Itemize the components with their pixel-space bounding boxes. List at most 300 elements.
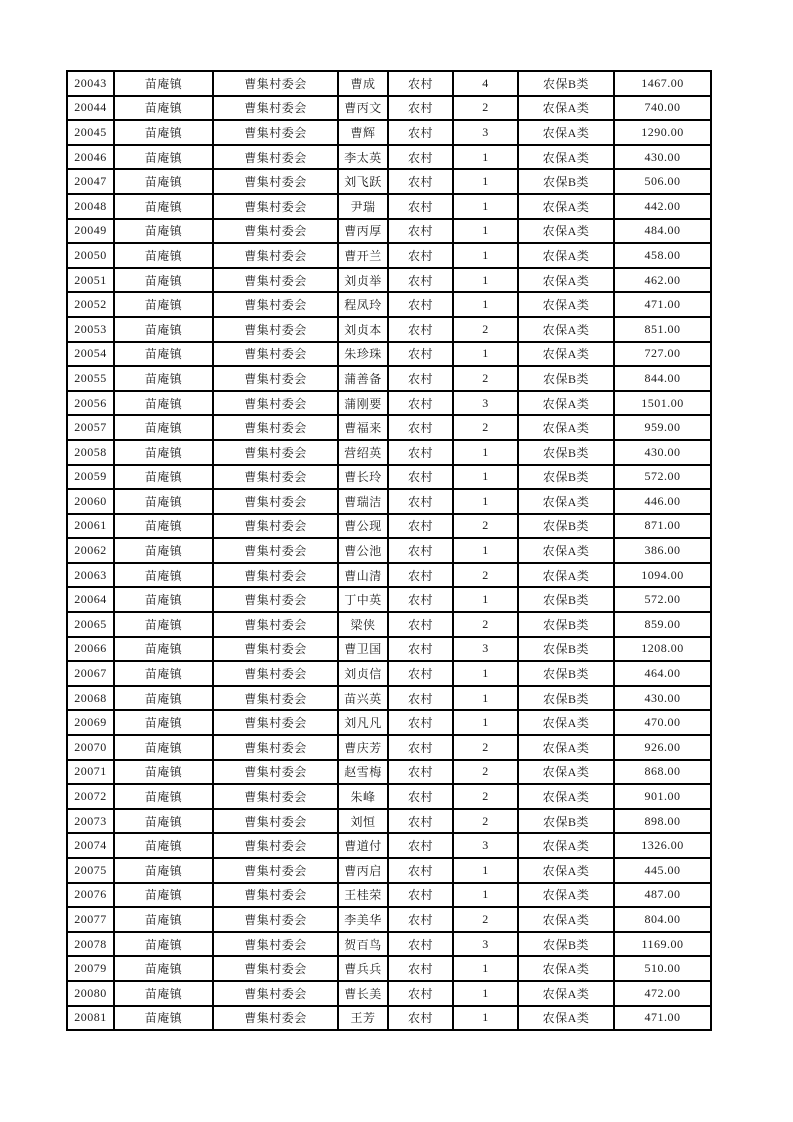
table-row bbox=[67, 661, 711, 686]
cell-household-type: 农村 bbox=[388, 981, 453, 1006]
table-row bbox=[67, 710, 711, 735]
table-row bbox=[67, 440, 711, 465]
cell-insurance-category: 农保A类 bbox=[518, 735, 614, 760]
cell-amount: 442.00 bbox=[614, 194, 711, 219]
cell-town: 苗庵镇 bbox=[114, 760, 213, 785]
cell-amount: 1208.00 bbox=[614, 637, 711, 662]
table-row bbox=[67, 219, 711, 244]
cell-village-committee: 曹集村委会 bbox=[213, 391, 338, 416]
cell-town: 苗庵镇 bbox=[114, 440, 213, 465]
cell-town: 苗庵镇 bbox=[114, 981, 213, 1006]
cell-person-count: 2 bbox=[453, 907, 518, 932]
cell-amount: 1169.00 bbox=[614, 932, 711, 957]
cell-town: 苗庵镇 bbox=[114, 956, 213, 981]
cell-serial-number: 20080 bbox=[67, 981, 114, 1006]
cell-village-committee: 曹集村委会 bbox=[213, 440, 338, 465]
cell-amount: 898.00 bbox=[614, 809, 711, 834]
cell-village-committee: 曹集村委会 bbox=[213, 194, 338, 219]
cell-amount: 510.00 bbox=[614, 956, 711, 981]
cell-person-name: 刘贞信 bbox=[338, 661, 388, 686]
cell-household-type: 农村 bbox=[388, 661, 453, 686]
cell-person-name: 曹长玲 bbox=[338, 465, 388, 490]
cell-village-committee: 曹集村委会 bbox=[213, 637, 338, 662]
cell-serial-number: 20060 bbox=[67, 489, 114, 514]
cell-person-count: 4 bbox=[453, 71, 518, 96]
cell-amount: 959.00 bbox=[614, 415, 711, 440]
cell-town: 苗庵镇 bbox=[114, 120, 213, 145]
cell-village-committee: 曹集村委会 bbox=[213, 342, 338, 367]
cell-person-name: 曹山清 bbox=[338, 563, 388, 588]
cell-village-committee: 曹集村委会 bbox=[213, 760, 338, 785]
cell-person-name: 梁侠 bbox=[338, 612, 388, 637]
cell-village-committee: 曹集村委会 bbox=[213, 71, 338, 96]
cell-town: 苗庵镇 bbox=[114, 243, 213, 268]
cell-person-count: 1 bbox=[453, 465, 518, 490]
cell-amount: 844.00 bbox=[614, 366, 711, 391]
table-row bbox=[67, 784, 711, 809]
cell-insurance-category: 农保B类 bbox=[518, 366, 614, 391]
cell-amount: 1094.00 bbox=[614, 563, 711, 588]
cell-village-committee: 曹集村委会 bbox=[213, 883, 338, 908]
cell-serial-number: 20055 bbox=[67, 366, 114, 391]
cell-household-type: 农村 bbox=[388, 342, 453, 367]
cell-amount: 506.00 bbox=[614, 169, 711, 194]
table-row bbox=[67, 317, 711, 342]
cell-amount: 471.00 bbox=[614, 1006, 711, 1031]
cell-person-count: 2 bbox=[453, 735, 518, 760]
cell-serial-number: 20070 bbox=[67, 735, 114, 760]
cell-person-count: 2 bbox=[453, 760, 518, 785]
table-row bbox=[67, 169, 711, 194]
cell-insurance-category: 农保A类 bbox=[518, 1006, 614, 1031]
table-row bbox=[67, 907, 711, 932]
cell-serial-number: 20053 bbox=[67, 317, 114, 342]
cell-insurance-category: 农保A类 bbox=[518, 563, 614, 588]
cell-insurance-category: 农保B类 bbox=[518, 612, 614, 637]
cell-village-committee: 曹集村委会 bbox=[213, 710, 338, 735]
cell-household-type: 农村 bbox=[388, 169, 453, 194]
cell-amount: 859.00 bbox=[614, 612, 711, 637]
cell-household-type: 农村 bbox=[388, 833, 453, 858]
cell-village-committee: 曹集村委会 bbox=[213, 169, 338, 194]
cell-person-name: 曹丙文 bbox=[338, 96, 388, 121]
cell-household-type: 农村 bbox=[388, 120, 453, 145]
cell-person-count: 3 bbox=[453, 833, 518, 858]
cell-household-type: 农村 bbox=[388, 809, 453, 834]
cell-person-count: 2 bbox=[453, 96, 518, 121]
cell-serial-number: 20064 bbox=[67, 587, 114, 612]
cell-village-committee: 曹集村委会 bbox=[213, 292, 338, 317]
cell-person-count: 1 bbox=[453, 145, 518, 170]
cell-amount: 572.00 bbox=[614, 465, 711, 490]
cell-person-name: 曹辉 bbox=[338, 120, 388, 145]
cell-town: 苗庵镇 bbox=[114, 71, 213, 96]
cell-village-committee: 曹集村委会 bbox=[213, 563, 338, 588]
cell-village-committee: 曹集村委会 bbox=[213, 96, 338, 121]
cell-town: 苗庵镇 bbox=[114, 932, 213, 957]
cell-serial-number: 20044 bbox=[67, 96, 114, 121]
cell-household-type: 农村 bbox=[388, 514, 453, 539]
cell-amount: 727.00 bbox=[614, 342, 711, 367]
table-row bbox=[67, 243, 711, 268]
cell-insurance-category: 农保A类 bbox=[518, 489, 614, 514]
cell-household-type: 农村 bbox=[388, 883, 453, 908]
cell-person-count: 1 bbox=[453, 858, 518, 883]
cell-village-committee: 曹集村委会 bbox=[213, 514, 338, 539]
cell-person-name: 刘贞本 bbox=[338, 317, 388, 342]
cell-village-committee: 曹集村委会 bbox=[213, 219, 338, 244]
cell-insurance-category: 农保B类 bbox=[518, 514, 614, 539]
cell-household-type: 农村 bbox=[388, 415, 453, 440]
cell-serial-number: 20075 bbox=[67, 858, 114, 883]
cell-amount: 1326.00 bbox=[614, 833, 711, 858]
cell-town: 苗庵镇 bbox=[114, 1006, 213, 1031]
cell-insurance-category: 农保A类 bbox=[518, 243, 614, 268]
cell-person-name: 苗兴英 bbox=[338, 686, 388, 711]
cell-insurance-category: 农保A类 bbox=[518, 833, 614, 858]
cell-person-name: 王芳 bbox=[338, 1006, 388, 1031]
cell-village-committee: 曹集村委会 bbox=[213, 858, 338, 883]
cell-insurance-category: 农保A类 bbox=[518, 907, 614, 932]
cell-person-count: 1 bbox=[453, 587, 518, 612]
cell-insurance-category: 农保A类 bbox=[518, 96, 614, 121]
cell-person-count: 1 bbox=[453, 956, 518, 981]
cell-person-name: 曹庆芳 bbox=[338, 735, 388, 760]
table-row bbox=[67, 96, 711, 121]
cell-serial-number: 20069 bbox=[67, 710, 114, 735]
cell-insurance-category: 农保A类 bbox=[518, 883, 614, 908]
cell-household-type: 农村 bbox=[388, 710, 453, 735]
table-row bbox=[67, 342, 711, 367]
cell-insurance-category: 农保A类 bbox=[518, 194, 614, 219]
cell-town: 苗庵镇 bbox=[114, 268, 213, 293]
cell-town: 苗庵镇 bbox=[114, 489, 213, 514]
cell-insurance-category: 农保A类 bbox=[518, 145, 614, 170]
cell-household-type: 农村 bbox=[388, 932, 453, 957]
cell-person-count: 1 bbox=[453, 292, 518, 317]
cell-village-committee: 曹集村委会 bbox=[213, 735, 338, 760]
table-row bbox=[67, 465, 711, 490]
cell-serial-number: 20081 bbox=[67, 1006, 114, 1031]
cell-amount: 430.00 bbox=[614, 145, 711, 170]
cell-serial-number: 20050 bbox=[67, 243, 114, 268]
cell-serial-number: 20066 bbox=[67, 637, 114, 662]
cell-serial-number: 20079 bbox=[67, 956, 114, 981]
cell-amount: 901.00 bbox=[614, 784, 711, 809]
cell-serial-number: 20072 bbox=[67, 784, 114, 809]
cell-serial-number: 20062 bbox=[67, 538, 114, 563]
cell-village-committee: 曹集村委会 bbox=[213, 268, 338, 293]
cell-person-count: 1 bbox=[453, 686, 518, 711]
cell-serial-number: 20058 bbox=[67, 440, 114, 465]
table-row bbox=[67, 686, 711, 711]
cell-village-committee: 曹集村委会 bbox=[213, 661, 338, 686]
table-row bbox=[67, 956, 711, 981]
cell-serial-number: 20068 bbox=[67, 686, 114, 711]
cell-serial-number: 20048 bbox=[67, 194, 114, 219]
cell-person-name: 曹丙启 bbox=[338, 858, 388, 883]
cell-person-count: 1 bbox=[453, 440, 518, 465]
cell-town: 苗庵镇 bbox=[114, 169, 213, 194]
cell-person-count: 2 bbox=[453, 366, 518, 391]
cell-town: 苗庵镇 bbox=[114, 342, 213, 367]
cell-town: 苗庵镇 bbox=[114, 317, 213, 342]
cell-person-name: 曹丙厚 bbox=[338, 219, 388, 244]
cell-village-committee: 曹集村委会 bbox=[213, 1006, 338, 1031]
cell-insurance-category: 农保A类 bbox=[518, 415, 614, 440]
cell-serial-number: 20049 bbox=[67, 219, 114, 244]
cell-village-committee: 曹集村委会 bbox=[213, 120, 338, 145]
cell-town: 苗庵镇 bbox=[114, 391, 213, 416]
cell-person-count: 1 bbox=[453, 710, 518, 735]
cell-household-type: 农村 bbox=[388, 292, 453, 317]
cell-town: 苗庵镇 bbox=[114, 686, 213, 711]
table-row bbox=[67, 366, 711, 391]
cell-town: 苗庵镇 bbox=[114, 710, 213, 735]
cell-amount: 470.00 bbox=[614, 710, 711, 735]
cell-town: 苗庵镇 bbox=[114, 784, 213, 809]
cell-serial-number: 20045 bbox=[67, 120, 114, 145]
cell-amount: 487.00 bbox=[614, 883, 711, 908]
cell-person-name: 程凤玲 bbox=[338, 292, 388, 317]
cell-town: 苗庵镇 bbox=[114, 514, 213, 539]
cell-serial-number: 20043 bbox=[67, 71, 114, 96]
cell-person-count: 1 bbox=[453, 243, 518, 268]
cell-insurance-category: 农保A类 bbox=[518, 760, 614, 785]
cell-person-count: 1 bbox=[453, 538, 518, 563]
table-row bbox=[67, 268, 711, 293]
cell-amount: 804.00 bbox=[614, 907, 711, 932]
cell-household-type: 农村 bbox=[388, 145, 453, 170]
cell-person-count: 1 bbox=[453, 489, 518, 514]
table-row bbox=[67, 932, 711, 957]
cell-insurance-category: 农保B类 bbox=[518, 661, 614, 686]
cell-village-committee: 曹集村委会 bbox=[213, 907, 338, 932]
cell-insurance-category: 农保A类 bbox=[518, 391, 614, 416]
cell-insurance-category: 农保A类 bbox=[518, 784, 614, 809]
cell-village-committee: 曹集村委会 bbox=[213, 145, 338, 170]
cell-person-name: 曹福来 bbox=[338, 415, 388, 440]
cell-town: 苗庵镇 bbox=[114, 145, 213, 170]
table-row bbox=[67, 809, 711, 834]
cell-person-name: 营绍英 bbox=[338, 440, 388, 465]
table-body bbox=[67, 71, 711, 1030]
cell-village-committee: 曹集村委会 bbox=[213, 833, 338, 858]
cell-insurance-category: 农保B类 bbox=[518, 686, 614, 711]
cell-town: 苗庵镇 bbox=[114, 735, 213, 760]
cell-village-committee: 曹集村委会 bbox=[213, 932, 338, 957]
cell-household-type: 农村 bbox=[388, 637, 453, 662]
cell-insurance-category: 农保A类 bbox=[518, 710, 614, 735]
cell-person-name: 曹开兰 bbox=[338, 243, 388, 268]
cell-amount: 484.00 bbox=[614, 219, 711, 244]
cell-amount: 430.00 bbox=[614, 686, 711, 711]
cell-insurance-category: 农保B类 bbox=[518, 932, 614, 957]
cell-serial-number: 20077 bbox=[67, 907, 114, 932]
cell-person-name: 曹公现 bbox=[338, 514, 388, 539]
cell-person-name: 曹长美 bbox=[338, 981, 388, 1006]
table-row bbox=[67, 71, 711, 96]
cell-person-name: 丁中英 bbox=[338, 587, 388, 612]
cell-insurance-category: 农保A类 bbox=[518, 342, 614, 367]
cell-person-count: 3 bbox=[453, 637, 518, 662]
cell-household-type: 农村 bbox=[388, 784, 453, 809]
cell-village-committee: 曹集村委会 bbox=[213, 784, 338, 809]
cell-insurance-category: 农保A类 bbox=[518, 956, 614, 981]
cell-town: 苗庵镇 bbox=[114, 612, 213, 637]
cell-village-committee: 曹集村委会 bbox=[213, 317, 338, 342]
table-row bbox=[67, 145, 711, 170]
table-row bbox=[67, 489, 711, 514]
cell-serial-number: 20074 bbox=[67, 833, 114, 858]
cell-town: 苗庵镇 bbox=[114, 637, 213, 662]
cell-serial-number: 20047 bbox=[67, 169, 114, 194]
cell-person-name: 李美华 bbox=[338, 907, 388, 932]
cell-amount: 572.00 bbox=[614, 587, 711, 612]
cell-household-type: 农村 bbox=[388, 563, 453, 588]
cell-person-name: 刘贞举 bbox=[338, 268, 388, 293]
cell-person-name: 李太英 bbox=[338, 145, 388, 170]
cell-insurance-category: 农保B类 bbox=[518, 71, 614, 96]
table-row bbox=[67, 981, 711, 1006]
cell-person-count: 3 bbox=[453, 932, 518, 957]
cell-person-count: 2 bbox=[453, 514, 518, 539]
cell-town: 苗庵镇 bbox=[114, 661, 213, 686]
cell-town: 苗庵镇 bbox=[114, 563, 213, 588]
cell-town: 苗庵镇 bbox=[114, 96, 213, 121]
table-row bbox=[67, 1006, 711, 1031]
cell-household-type: 农村 bbox=[388, 858, 453, 883]
cell-town: 苗庵镇 bbox=[114, 292, 213, 317]
cell-insurance-category: 农保B类 bbox=[518, 465, 614, 490]
cell-village-committee: 曹集村委会 bbox=[213, 981, 338, 1006]
cell-village-committee: 曹集村委会 bbox=[213, 612, 338, 637]
cell-insurance-category: 农保A类 bbox=[518, 292, 614, 317]
cell-household-type: 农村 bbox=[388, 735, 453, 760]
cell-household-type: 农村 bbox=[388, 489, 453, 514]
cell-serial-number: 20052 bbox=[67, 292, 114, 317]
cell-town: 苗庵镇 bbox=[114, 833, 213, 858]
cell-town: 苗庵镇 bbox=[114, 465, 213, 490]
cell-person-name: 朱珍珠 bbox=[338, 342, 388, 367]
cell-village-committee: 曹集村委会 bbox=[213, 415, 338, 440]
cell-person-name: 曹成 bbox=[338, 71, 388, 96]
cell-amount: 926.00 bbox=[614, 735, 711, 760]
cell-town: 苗庵镇 bbox=[114, 538, 213, 563]
cell-town: 苗庵镇 bbox=[114, 858, 213, 883]
cell-insurance-category: 农保A类 bbox=[518, 538, 614, 563]
cell-serial-number: 20073 bbox=[67, 809, 114, 834]
cell-household-type: 农村 bbox=[388, 391, 453, 416]
cell-person-name: 刘飞跃 bbox=[338, 169, 388, 194]
cell-household-type: 农村 bbox=[388, 587, 453, 612]
cell-amount: 1467.00 bbox=[614, 71, 711, 96]
cell-person-count: 1 bbox=[453, 268, 518, 293]
cell-person-name: 蒲善备 bbox=[338, 366, 388, 391]
cell-insurance-category: 农保A类 bbox=[518, 268, 614, 293]
cell-person-count: 2 bbox=[453, 612, 518, 637]
cell-village-committee: 曹集村委会 bbox=[213, 243, 338, 268]
cell-town: 苗庵镇 bbox=[114, 809, 213, 834]
cell-amount: 464.00 bbox=[614, 661, 711, 686]
cell-person-name: 刘恒 bbox=[338, 809, 388, 834]
cell-person-name: 王桂荣 bbox=[338, 883, 388, 908]
cell-person-count: 2 bbox=[453, 809, 518, 834]
cell-person-count: 3 bbox=[453, 120, 518, 145]
cell-household-type: 农村 bbox=[388, 243, 453, 268]
cell-household-type: 农村 bbox=[388, 612, 453, 637]
cell-person-count: 2 bbox=[453, 415, 518, 440]
cell-person-count: 2 bbox=[453, 563, 518, 588]
cell-household-type: 农村 bbox=[388, 1006, 453, 1031]
table-row bbox=[67, 883, 711, 908]
cell-person-name: 贺百鸟 bbox=[338, 932, 388, 957]
cell-village-committee: 曹集村委会 bbox=[213, 587, 338, 612]
cell-amount: 462.00 bbox=[614, 268, 711, 293]
table-row bbox=[67, 612, 711, 637]
cell-insurance-category: 农保B类 bbox=[518, 587, 614, 612]
table-row bbox=[67, 194, 711, 219]
cell-village-committee: 曹集村委会 bbox=[213, 465, 338, 490]
cell-serial-number: 20046 bbox=[67, 145, 114, 170]
cell-serial-number: 20061 bbox=[67, 514, 114, 539]
cell-person-name: 刘凡凡 bbox=[338, 710, 388, 735]
cell-serial-number: 20071 bbox=[67, 760, 114, 785]
cell-serial-number: 20057 bbox=[67, 415, 114, 440]
cell-person-name: 曹卫国 bbox=[338, 637, 388, 662]
cell-person-name: 赵雪梅 bbox=[338, 760, 388, 785]
cell-person-name: 尹瑞 bbox=[338, 194, 388, 219]
cell-village-committee: 曹集村委会 bbox=[213, 489, 338, 514]
cell-amount: 1501.00 bbox=[614, 391, 711, 416]
cell-amount: 471.00 bbox=[614, 292, 711, 317]
cell-amount: 868.00 bbox=[614, 760, 711, 785]
cell-household-type: 农村 bbox=[388, 96, 453, 121]
cell-serial-number: 20067 bbox=[67, 661, 114, 686]
table-row bbox=[67, 415, 711, 440]
cell-person-count: 1 bbox=[453, 342, 518, 367]
cell-household-type: 农村 bbox=[388, 317, 453, 342]
cell-amount: 1290.00 bbox=[614, 120, 711, 145]
cell-household-type: 农村 bbox=[388, 907, 453, 932]
cell-village-committee: 曹集村委会 bbox=[213, 538, 338, 563]
cell-person-name: 蒲刚要 bbox=[338, 391, 388, 416]
cell-amount: 386.00 bbox=[614, 538, 711, 563]
cell-serial-number: 20056 bbox=[67, 391, 114, 416]
cell-insurance-category: 农保A类 bbox=[518, 981, 614, 1006]
cell-amount: 458.00 bbox=[614, 243, 711, 268]
cell-person-count: 1 bbox=[453, 194, 518, 219]
cell-person-name: 曹兵兵 bbox=[338, 956, 388, 981]
cell-person-count: 1 bbox=[453, 1006, 518, 1031]
cell-insurance-category: 农保A类 bbox=[518, 858, 614, 883]
cell-amount: 851.00 bbox=[614, 317, 711, 342]
cell-town: 苗庵镇 bbox=[114, 415, 213, 440]
cell-household-type: 农村 bbox=[388, 71, 453, 96]
cell-household-type: 农村 bbox=[388, 760, 453, 785]
table-row bbox=[67, 833, 711, 858]
cell-amount: 430.00 bbox=[614, 440, 711, 465]
table-row bbox=[67, 735, 711, 760]
table-row bbox=[67, 120, 711, 145]
cell-household-type: 农村 bbox=[388, 686, 453, 711]
cell-village-committee: 曹集村委会 bbox=[213, 956, 338, 981]
cell-serial-number: 20059 bbox=[67, 465, 114, 490]
cell-household-type: 农村 bbox=[388, 956, 453, 981]
table-row bbox=[67, 587, 711, 612]
table-row bbox=[67, 760, 711, 785]
cell-town: 苗庵镇 bbox=[114, 219, 213, 244]
